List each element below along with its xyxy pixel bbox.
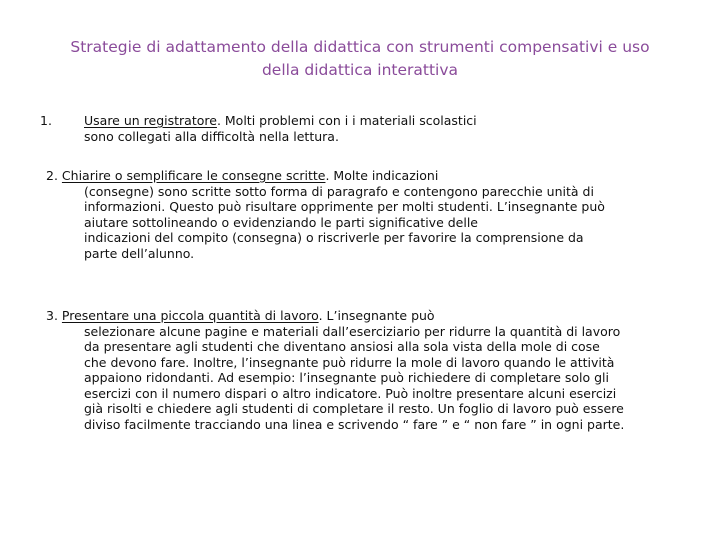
item-2-text-rest: (consegne) sono scritte sotto forma di paragrafo e contengono parecchie unità di informazioni. Questo può risultare opprimente per molti studenti. L’insegnante può aiutare sottolineando o evidenziando le parti significative delle [84, 183, 605, 230]
item-3 [46, 308, 626, 432]
item-2 [46, 168, 616, 261]
item-3-text-rest: selezionare alcune pagine e materiali dall’eserciziario per ridurre la quantità di lavoro da presentare agli studenti che diventano ansiosi alla sola vista della mole di cose che devono fare. Inoltre, l’insegnante può ridurre la mole di lavoro quando le attività appaiono ridondanti. Ad esempio: l’insegnante può richiedere di completare solo gli esercizi con il numero dispari o altro indicatore. Può inoltre presentare alcuni esercizi già risolti e chiedere agli studenti di completare il resto. Un foglio di lavoro può essere diviso facilmente tracciando una linea e scrivendo “ fare ” e “ non fare ” in ogni parte. [84, 323, 625, 432]
item-1 [84, 113, 644, 144]
item-1-text-first: . Molti problemi con i i materiali scolastici [216, 113, 477, 128]
item-3-number: 3. [46, 308, 58, 323]
slide-title: Strategie di adattamento della didattica con strumenti compensativi e uso della didattica interattiva [70, 38, 650, 79]
item-2-continuation [46, 184, 616, 262]
item-3-heading: Presentare una piccola quantità di lavoro [61, 308, 319, 323]
item-1-text-rest: sono collegati alla difficoltà nella lettura. [84, 128, 339, 144]
item-2-heading: Chiarire o semplificare le consegne scritte [61, 168, 326, 183]
item-3-text-first: . L’insegnante può [318, 308, 435, 323]
item-3-continuation [46, 324, 626, 433]
item-1-heading: Usare un registratore [84, 113, 217, 128]
item-2-text-first: . Molte indicazioni [325, 168, 439, 183]
item-2-text-rest2: indicazioni del compito (consegna) o riscriverle per favorire la comprensione da parte dell’alunno. [84, 230, 584, 261]
item-2-number: 2. [46, 168, 58, 183]
item-1-number: 1. [40, 113, 52, 128]
